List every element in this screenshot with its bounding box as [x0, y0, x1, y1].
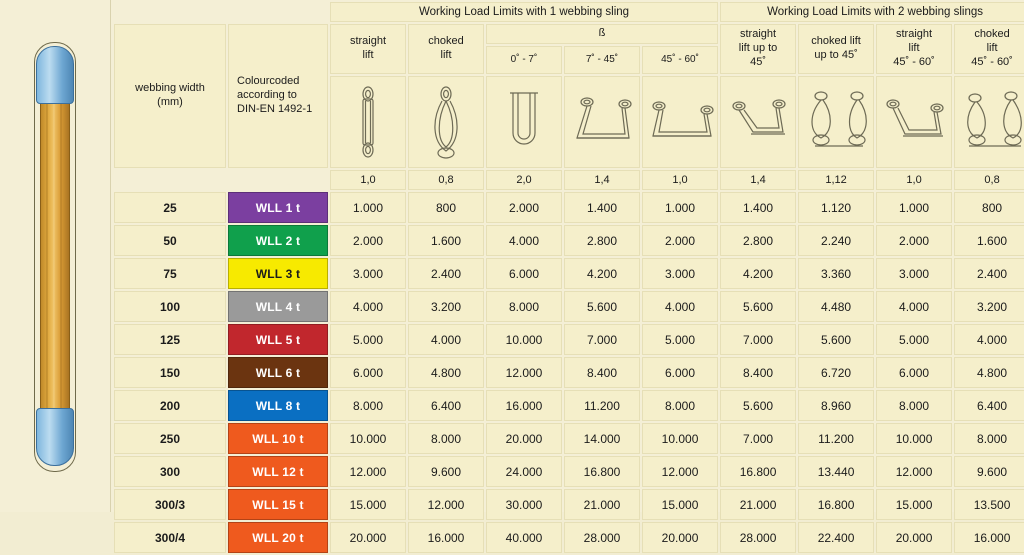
table-row [114, 225, 1024, 256]
load-value-cell: 4.200 [564, 258, 640, 289]
load-value-cell: 2.400 [954, 258, 1024, 289]
load-value-cell: 12.000 [642, 456, 718, 487]
load-value-cell: 2.400 [408, 258, 484, 289]
factor-cell: 1,4 [720, 170, 796, 190]
table-row [114, 291, 1024, 322]
header-choked-lift-1-line1: choked [428, 35, 464, 48]
spacer-cell-1 [114, 2, 226, 22]
factor-cell: 2,0 [486, 170, 562, 190]
load-value-cell: 6.400 [954, 390, 1024, 421]
table-row [114, 357, 1024, 388]
load-value-cell: 5.600 [564, 291, 640, 322]
load-value-cell: 1.400 [564, 192, 640, 223]
choked-lift-icon [408, 76, 484, 168]
table-row [114, 456, 1024, 487]
load-value-cell: 2.800 [564, 225, 640, 256]
load-value-cell: 1.000 [876, 192, 952, 223]
load-value-cell: 1.600 [954, 225, 1024, 256]
load-value-cell: 4.200 [720, 258, 796, 289]
wll-colour-badge: WLL 3 t [228, 258, 328, 289]
load-value-cell: 7.000 [720, 423, 796, 454]
load-value-cell: 8.000 [408, 423, 484, 454]
load-value-cell: 2.800 [720, 225, 796, 256]
load-value-cell: 4.800 [408, 357, 484, 388]
load-value-cell: 9.600 [408, 456, 484, 487]
header-two-straight-60 [876, 24, 952, 74]
load-value-cell: 2.000 [330, 225, 406, 256]
load-value-cell: 24.000 [486, 456, 562, 487]
load-value-cell: 1.120 [798, 192, 874, 223]
table-row [114, 324, 1024, 355]
header-two-straight-45-line2: lift up to [738, 42, 778, 55]
load-value-cell: 5.000 [642, 324, 718, 355]
load-value-cell: 1.000 [330, 192, 406, 223]
load-value-cell: 4.000 [642, 291, 718, 322]
load-value-cell: 15.000 [642, 489, 718, 520]
factor-cell: 1,0 [876, 170, 952, 190]
load-value-cell: 15.000 [330, 489, 406, 520]
header-straight-lift-1 [330, 24, 406, 74]
load-value-cell: 1.400 [720, 192, 796, 223]
load-value-cell: 12.000 [330, 456, 406, 487]
load-value-cell: 20.000 [642, 522, 718, 553]
load-value-cell: 3.000 [642, 258, 718, 289]
header-group-two-slings: Working Load Limits with 2 webbing slings [720, 2, 1024, 22]
load-value-cell: 20.000 [330, 522, 406, 553]
wll-colour-badge: WLL 5 t [228, 324, 328, 355]
load-value-cell: 11.200 [798, 423, 874, 454]
load-value-cell: 5.600 [720, 291, 796, 322]
load-value-cell: 30.000 [486, 489, 562, 520]
two-leg-narrow-icon [564, 76, 640, 168]
load-value-cell: 14.000 [564, 423, 640, 454]
basket-hitch-icon [486, 76, 562, 168]
load-value-cell: 5.000 [876, 324, 952, 355]
load-value-cell: 4.000 [408, 324, 484, 355]
header-colourcoded-line3: DIN-EN 1492-1 [237, 102, 313, 115]
load-value-cell: 40.000 [486, 522, 562, 553]
two-sling-straight-icon [720, 76, 796, 168]
load-value-cell: 20.000 [486, 423, 562, 454]
wll-colour-badge: WLL 1 t [228, 192, 328, 223]
load-value-cell: 8.000 [642, 390, 718, 421]
load-value-cell: 800 [408, 192, 484, 223]
table-row [114, 423, 1024, 454]
header-webbing-width-line1: webbing width [135, 82, 205, 95]
load-value-cell: 4.000 [486, 225, 562, 256]
load-value-cell: 3.200 [954, 291, 1024, 322]
wll-colour-badge: WLL 15 t [228, 489, 328, 520]
load-value-cell: 2.000 [642, 225, 718, 256]
load-value-cell: 9.600 [954, 456, 1024, 487]
webbing-width-value: 250 [114, 423, 226, 454]
header-choked-lift-1-line2: lift [440, 49, 452, 61]
load-value-cell: 6.000 [330, 357, 406, 388]
table-main-header-row [114, 24, 1024, 44]
table-body [114, 192, 1024, 553]
load-value-cell: 5.600 [720, 390, 796, 421]
load-value-cell: 4.480 [798, 291, 874, 322]
spacer-cell-4 [228, 170, 328, 190]
webbing-width-value: 300/4 [114, 522, 226, 553]
table-row [114, 258, 1024, 289]
wll-colour-badge: WLL 10 t [228, 423, 328, 454]
webbing-width-value: 300/3 [114, 489, 226, 520]
factor-cell: 1,0 [642, 170, 718, 190]
load-value-cell: 11.200 [564, 390, 640, 421]
webbing-sling-diagram [30, 40, 78, 472]
header-webbing-width [114, 24, 226, 168]
load-value-cell: 22.400 [798, 522, 874, 553]
header-choked-lift-1 [408, 24, 484, 74]
wll-colour-badge: WLL 12 t [228, 456, 328, 487]
load-value-cell: 6.400 [408, 390, 484, 421]
load-value-cell: 5.000 [330, 324, 406, 355]
header-two-straight-45-line3: 45˚ [750, 55, 766, 68]
load-value-cell: 6.000 [876, 357, 952, 388]
load-value-cell: 6.000 [642, 357, 718, 388]
header-straight-lift-1-line2: lift [362, 49, 374, 61]
load-value-cell: 10.000 [486, 324, 562, 355]
load-value-cell: 28.000 [564, 522, 640, 553]
load-value-cell: 16.000 [954, 522, 1024, 553]
load-value-cell: 3.200 [408, 291, 484, 322]
header-straight-lift-1-line1: straight [349, 35, 387, 48]
wll-colour-badge: WLL 4 t [228, 291, 328, 322]
webbing-width-value: 125 [114, 324, 226, 355]
two-leg-wide-icon [642, 76, 718, 168]
straight-lift-icon [330, 76, 406, 168]
load-value-cell: 12.000 [408, 489, 484, 520]
wll-colour-badge: WLL 2 t [228, 225, 328, 256]
factor-cell: 1,0 [330, 170, 406, 190]
spacer-cell-2 [228, 2, 328, 22]
sling-outline [34, 42, 76, 472]
load-value-cell: 16.000 [486, 390, 562, 421]
load-value-cell: 8.000 [954, 423, 1024, 454]
load-value-cell: 2.000 [486, 192, 562, 223]
load-value-cell: 6.000 [486, 258, 562, 289]
table-row [114, 489, 1024, 520]
header-beta-range-1: 0˚ - 7˚ [486, 46, 562, 74]
wll-colour-badge: WLL 6 t [228, 357, 328, 388]
load-value-cell: 4.000 [954, 324, 1024, 355]
header-beta-range-2: 7˚ - 45˚ [564, 46, 640, 74]
header-two-straight-45 [720, 24, 796, 74]
load-value-cell: 8.400 [564, 357, 640, 388]
wll-colour-badge: WLL 8 t [228, 390, 328, 421]
load-value-cell: 16.800 [564, 456, 640, 487]
webbing-width-value: 100 [114, 291, 226, 322]
load-value-cell: 7.000 [720, 324, 796, 355]
header-two-choked-60-line2: lift [986, 42, 998, 55]
table-group-header-row [114, 2, 1024, 22]
factor-cell: 1,4 [564, 170, 640, 190]
load-value-cell: 4.000 [876, 291, 952, 322]
webbing-width-value: 75 [114, 258, 226, 289]
load-value-cell: 6.720 [798, 357, 874, 388]
load-value-cell: 8.000 [486, 291, 562, 322]
header-colourcoded [228, 24, 328, 168]
table-row [114, 192, 1024, 223]
header-beta-range-3: 45˚ - 60˚ [642, 46, 718, 74]
table-factor-row [114, 170, 1024, 190]
load-value-cell: 1.000 [642, 192, 718, 223]
load-value-cell: 7.000 [564, 324, 640, 355]
load-value-cell: 3.000 [330, 258, 406, 289]
header-two-straight-60-line1: straight [896, 28, 933, 41]
wll-colour-badge: WLL 20 t [228, 522, 328, 553]
load-value-cell: 8.000 [876, 390, 952, 421]
load-value-cell: 16.800 [720, 456, 796, 487]
load-value-cell: 8.400 [720, 357, 796, 388]
header-two-choked-60 [954, 24, 1024, 74]
load-value-cell: 12.000 [876, 456, 952, 487]
load-value-cell: 21.000 [720, 489, 796, 520]
webbing-width-value: 300 [114, 456, 226, 487]
wll-table-container [112, 0, 1024, 545]
load-value-cell: 13.440 [798, 456, 874, 487]
load-value-cell: 21.000 [564, 489, 640, 520]
load-value-cell: 3.000 [876, 258, 952, 289]
two-sling-choked-icon [798, 76, 874, 168]
load-value-cell: 15.000 [876, 489, 952, 520]
header-two-choked-45 [798, 24, 874, 74]
factor-cell: 1,12 [798, 170, 874, 190]
header-colourcoded-line1: Colourcoded [237, 75, 300, 88]
table-row [114, 390, 1024, 421]
webbing-width-value: 150 [114, 357, 226, 388]
two-sling-straight-wide-icon [876, 76, 952, 168]
load-value-cell: 8.000 [330, 390, 406, 421]
factor-cell: 0,8 [954, 170, 1024, 190]
header-two-straight-45-line1: straight [740, 28, 777, 41]
load-value-cell: 10.000 [876, 423, 952, 454]
load-value-cell: 16.000 [408, 522, 484, 553]
load-value-cell: 8.960 [798, 390, 874, 421]
header-beta: ß [486, 24, 718, 44]
load-value-cell: 16.800 [798, 489, 874, 520]
header-two-straight-60-line3: 45˚ - 60˚ [893, 55, 935, 68]
wll-table [112, 0, 1024, 555]
header-two-choked-45-line2: up to 45˚ [814, 49, 858, 61]
header-group-one-sling: Working Load Limits with 1 webbing sling [330, 2, 718, 22]
spacer-cell-3 [114, 170, 226, 190]
load-value-cell: 4.800 [954, 357, 1024, 388]
load-value-cell: 13.500 [954, 489, 1024, 520]
load-value-cell: 1.600 [408, 225, 484, 256]
header-two-straight-60-line2: lift [908, 42, 920, 55]
load-value-cell: 20.000 [876, 522, 952, 553]
header-two-choked-45-line1: choked lift [811, 35, 861, 48]
load-value-cell: 10.000 [330, 423, 406, 454]
two-sling-choked-wide-icon [954, 76, 1024, 168]
sling-illustration-panel [0, 0, 111, 512]
load-value-cell: 4.000 [330, 291, 406, 322]
load-value-cell: 5.600 [798, 324, 874, 355]
load-value-cell: 10.000 [642, 423, 718, 454]
header-two-choked-60-line1: choked [974, 28, 1010, 41]
header-colourcoded-line2: according to [237, 89, 297, 102]
load-value-cell: 2.240 [798, 225, 874, 256]
load-value-cell: 800 [954, 192, 1024, 223]
load-value-cell: 28.000 [720, 522, 796, 553]
header-webbing-width-line2: (mm) [157, 96, 183, 108]
header-two-choked-60-line3: 45˚ - 60˚ [971, 55, 1013, 68]
load-value-cell: 12.000 [486, 357, 562, 388]
load-value-cell: 3.360 [798, 258, 874, 289]
factor-cell: 0,8 [408, 170, 484, 190]
webbing-width-value: 50 [114, 225, 226, 256]
webbing-width-value: 25 [114, 192, 226, 223]
table-row [114, 522, 1024, 553]
webbing-width-value: 200 [114, 390, 226, 421]
load-value-cell: 2.000 [876, 225, 952, 256]
